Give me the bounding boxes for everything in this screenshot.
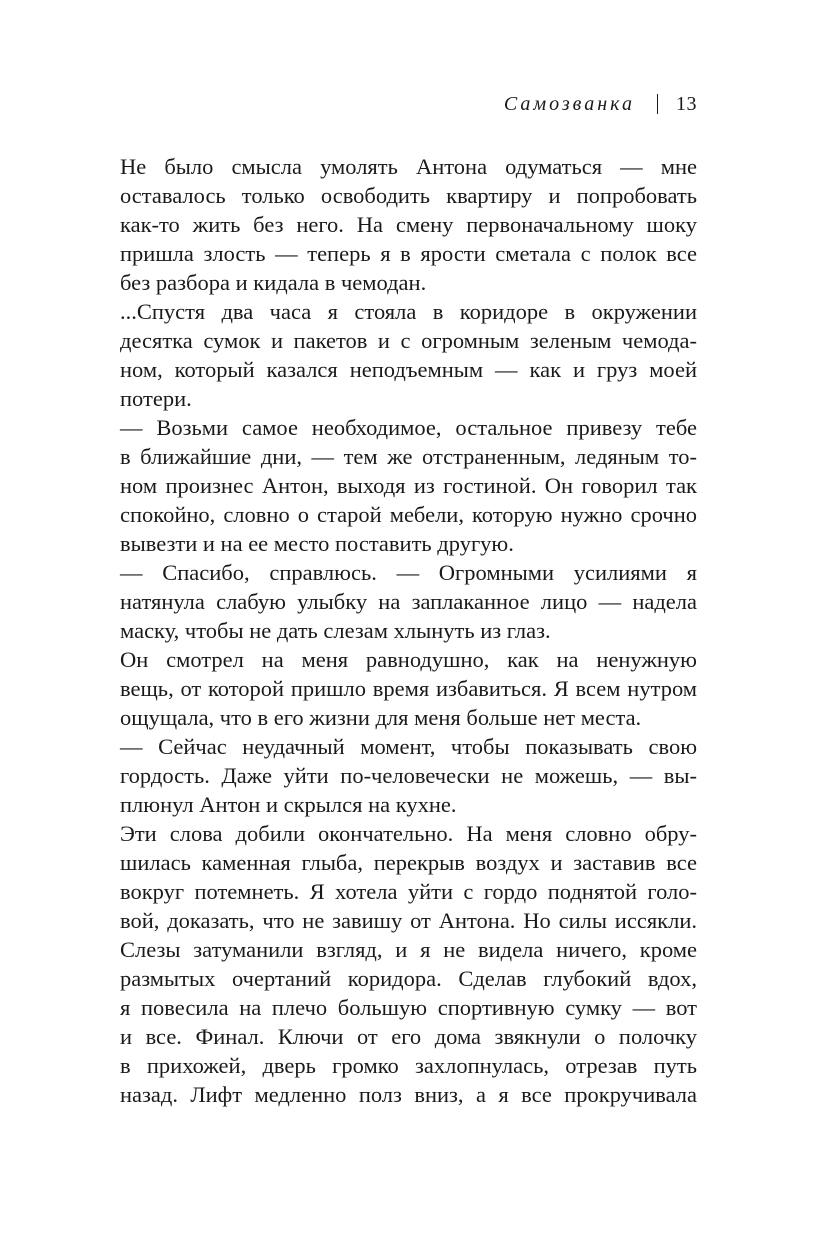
text-line: натянула слабую улыбку на заплаканное лицо — надела bbox=[120, 589, 697, 614]
text-line: назад. Лифт медленно полз вниз, а я все прокручивала bbox=[120, 1082, 697, 1107]
text-line: Он смотрел на меня равнодушно, как на ненужную bbox=[120, 647, 697, 672]
text-line: ощущала, что в его жизни для меня больше нет места. bbox=[120, 705, 642, 730]
text-line: плюнул Антон и скрылся на кухне. bbox=[120, 792, 457, 817]
running-head bbox=[504, 92, 697, 116]
text-line: вой, доказать, что не завишу от Антона. Но силы иссякли. bbox=[120, 908, 697, 933]
text-line: пришла злость — теперь я в ярости сметала с полок все bbox=[120, 241, 697, 266]
text-line: вывезти и на ее место поставить другую. bbox=[120, 531, 514, 556]
text-line: ...Спустя два часа я стояла в коридоре в окружении bbox=[120, 299, 697, 324]
text-line: и все. Финал. Ключи от его дома звякнули о полочку bbox=[120, 1024, 697, 1049]
text-line: как-то жить без него. На смену первоначальному шоку bbox=[120, 212, 697, 237]
text-line: без разбора и кидала в чемодан. bbox=[120, 270, 427, 295]
text-line: спокойно, словно о старой мебели, которую нужно срочно bbox=[120, 502, 697, 527]
text-line: маску, чтобы не дать слезам хлынуть из глаз. bbox=[120, 618, 551, 643]
text-line: потери. bbox=[120, 386, 192, 411]
text-line: Слезы затуманили взгляд, и я не видела ничего, кроме bbox=[120, 937, 697, 962]
text-line: — Возьми самое необходимое, остальное привезу тебе bbox=[120, 415, 697, 440]
text-line: в прихожей, дверь громко захлопнулась, отрезав путь bbox=[120, 1053, 697, 1078]
text-line: — Сейчас неудачный момент, чтобы показывать свою bbox=[120, 734, 697, 759]
text-line: вокруг потемнеть. Я хотела уйти с гордо поднятой голо- bbox=[120, 879, 697, 904]
text-line: шилась каменная глыба, перекрыв воздух и заставив все bbox=[120, 850, 697, 875]
text-line: размытых очертаний коридора. Сделав глубокий вдох, bbox=[120, 966, 697, 991]
text-line: в ближайшие дни, — тем же отстраненным, ледяным то- bbox=[120, 444, 697, 469]
header-separator bbox=[657, 94, 658, 114]
text-line: ном произнес Антон, выходя из гостиной. Он говорил так bbox=[120, 473, 697, 498]
text-line: гордость. Даже уйти по-человечески не можешь, — вы- bbox=[120, 763, 697, 788]
text-line: вещь, от которой пришло время избавиться. Я всем нутром bbox=[120, 676, 697, 701]
book-title: Самозванка bbox=[503, 93, 635, 115]
text-line: оставалось только освободить квартиру и попробовать bbox=[120, 183, 697, 208]
text-line: ном, который казался неподъемным — как и груз моей bbox=[120, 357, 697, 382]
body-text bbox=[120, 152, 697, 1109]
text-line: я повесила на плечо большую спортивную сумку — вот bbox=[120, 995, 697, 1020]
text-line: десятка сумок и пакетов и с огромным зеленым чемода- bbox=[120, 328, 697, 353]
text-line: Эти слова добили окончательно. На меня словно обру- bbox=[120, 821, 697, 846]
text-line: — Спасибо, справлюсь. — Огромными усилиями я bbox=[120, 560, 697, 585]
page-number: 13 bbox=[676, 93, 697, 115]
text-line: Не было смысла умолять Антона одуматься — мне bbox=[120, 154, 697, 179]
